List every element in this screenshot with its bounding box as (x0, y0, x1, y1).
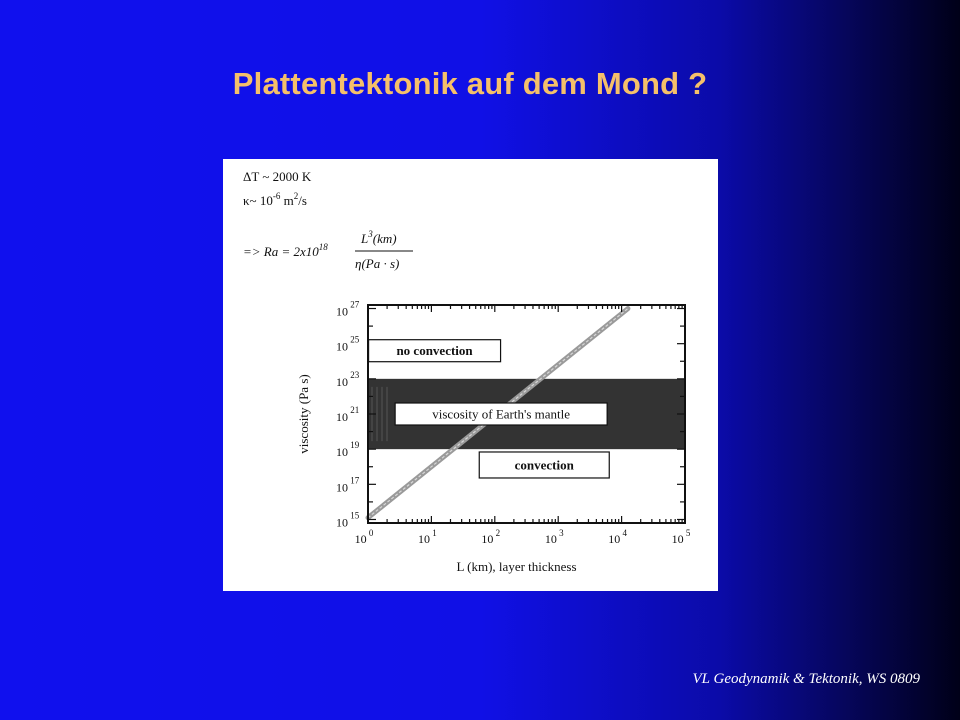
x-tick-label: 10 $^4$ (608, 528, 627, 546)
footer-text: VL Geodynamik & Tektonik, WS 0809 (692, 671, 920, 687)
annotation-label: viscosity of Earth's mantle (432, 406, 571, 422)
x-tick-label: 10 $^3$ (544, 528, 564, 546)
y-tick-label: 10 $^{19}$ (336, 440, 360, 460)
y-tick-label: 10 $^{21}$ (336, 405, 360, 424)
rayleigh-denominator: η(Pa · s) (355, 256, 400, 271)
y-tick-label: 10 $^{17}$ (336, 475, 360, 495)
annotation-label: convection (514, 457, 574, 473)
chart-annotations (369, 340, 610, 478)
annotation-label: no convection (396, 343, 473, 359)
x-tick-label: 10 $^1$ (418, 528, 437, 546)
x-axis-label: L (km), layer thickness (456, 559, 577, 574)
x-tick-label: 10 $^0$ (354, 528, 374, 546)
slide-title: Plattentektonik auf dem Mond ? (232, 66, 708, 101)
y-axis-label: viscosity (Pa s) (296, 374, 311, 454)
x-tick-label: 10 $^5$ (671, 528, 691, 546)
y-tick-label: 10 $^{15}$ (336, 510, 360, 530)
rayleigh-numerator: $L^3(km)$ (361, 229, 397, 246)
viscosity-chart (223, 159, 718, 591)
rayleigh-prefix: => $Ra = 2x10^{18}$ (243, 242, 328, 259)
y-tick-label: 10 $^{25}$ (336, 334, 360, 354)
figure-panel (223, 159, 718, 591)
x-tick-label: 10 $^2$ (481, 528, 501, 546)
param-delta-t: ΔT ~ 2000 K (243, 169, 312, 184)
param-kappa: κ~ $10^{-6}$ $m^2/s$ (243, 191, 307, 208)
y-tick-label: 10 $^{23}$ (336, 369, 360, 389)
y-tick-label: 10 $^{27}$ (336, 299, 360, 319)
